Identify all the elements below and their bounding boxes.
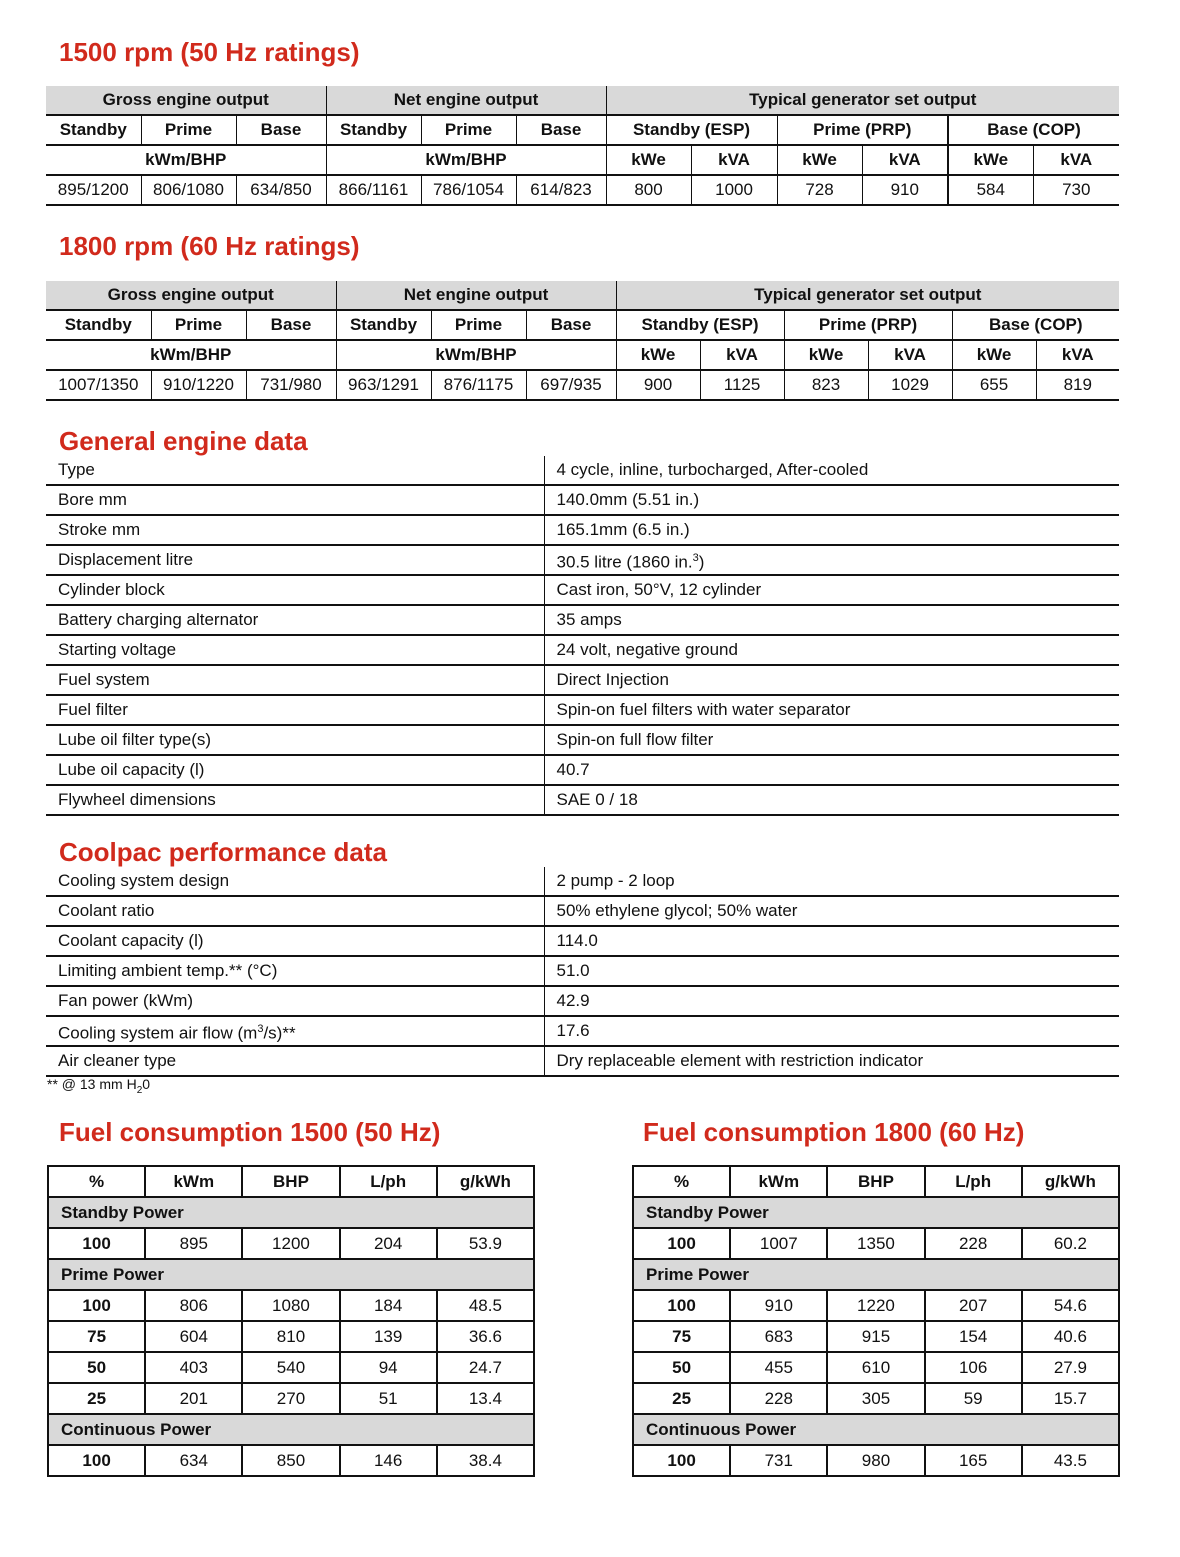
percent-cell: 100	[48, 1445, 145, 1476]
percent-cell: 75	[48, 1321, 145, 1352]
coolpac-table	[46, 867, 1119, 1077]
row-label: Fuel filter	[46, 695, 544, 725]
row-value: Direct Injection	[544, 665, 1119, 695]
value-cell: 786/1054	[421, 175, 516, 205]
column-header: kWm	[730, 1166, 827, 1197]
value-cell: 910	[730, 1290, 827, 1321]
row-label: Cooling system design	[46, 867, 544, 896]
value-cell: 139	[340, 1321, 437, 1352]
row-value: 140.0mm (5.51 in.)	[544, 485, 1119, 515]
row-label: Air cleaner type	[46, 1046, 544, 1076]
row-value: 51.0	[544, 956, 1119, 986]
group-header: Typical generator set output	[606, 86, 1119, 115]
value-cell: 36.6	[437, 1321, 534, 1352]
unit-label: kWe	[616, 340, 700, 370]
section-label: Prime Power	[633, 1259, 1119, 1290]
unit-label: kWm/BHP	[46, 340, 336, 370]
unit-label: kWe	[606, 145, 691, 175]
value-cell: 584	[948, 175, 1033, 205]
row-value: 50% ethylene glycol; 50% water	[544, 896, 1119, 926]
row-label: Type	[46, 456, 544, 485]
row-label: Coolant ratio	[46, 896, 544, 926]
unit-label: kVA	[691, 145, 777, 175]
row-label: Limiting ambient temp.** (°C)	[46, 956, 544, 986]
footnote	[47, 1076, 150, 1099]
value-cell: 697/935	[526, 370, 616, 400]
row-label: Cylinder block	[46, 575, 544, 605]
value-cell: 1080	[242, 1290, 339, 1321]
unit-label: kVA	[868, 340, 952, 370]
value-cell: 823	[784, 370, 868, 400]
section-label: Prime Power	[48, 1259, 534, 1290]
column-header: Base	[526, 310, 616, 340]
value-cell: 1125	[700, 370, 784, 400]
value-cell: 15.7	[1022, 1383, 1119, 1414]
unit-label: kWm/BHP	[46, 145, 326, 175]
column-header: g/kWh	[437, 1166, 534, 1197]
column-header: Prime	[151, 310, 246, 340]
value-cell: 634/850	[236, 175, 326, 205]
unit-label: kVA	[862, 145, 948, 175]
value-cell: 910	[862, 175, 948, 205]
value-text: 30.5 litre (1860 in.	[556, 552, 693, 572]
value-cell: 48.5	[437, 1290, 534, 1321]
general-title: General engine data	[59, 426, 308, 456]
row-value: 17.6	[544, 1016, 1119, 1046]
value-cell: 1029	[868, 370, 952, 400]
column-header: Base	[246, 310, 336, 340]
value-cell: 610	[827, 1352, 924, 1383]
column-header: Base (COP)	[952, 310, 1119, 340]
row-label: Fuel system	[46, 665, 544, 695]
unit-label: kVA	[1033, 145, 1119, 175]
row-label: Starting voltage	[46, 635, 544, 665]
column-header: kWm	[145, 1166, 242, 1197]
column-header: Prime (PRP)	[777, 115, 948, 145]
value-cell: 270	[242, 1383, 339, 1414]
value-cell: 895/1200	[46, 175, 141, 205]
general-table	[46, 456, 1119, 816]
percent-cell: 25	[633, 1383, 730, 1414]
group-header: Gross engine output	[46, 281, 336, 310]
value-cell: 228	[730, 1383, 827, 1414]
value-cell: 806	[145, 1290, 242, 1321]
section-label: Continuous Power	[48, 1414, 534, 1445]
group-header: Net engine output	[336, 281, 616, 310]
unit-label: kWe	[952, 340, 1036, 370]
column-header: Prime	[431, 310, 526, 340]
value-cell: 683	[730, 1321, 827, 1352]
group-header: Gross engine output	[46, 86, 326, 115]
row-value: 4 cycle, inline, turbocharged, After-cooled	[544, 456, 1119, 485]
value-cell: 207	[925, 1290, 1022, 1321]
row-value: 40.7	[544, 755, 1119, 785]
coolpac-title: Coolpac performance data	[59, 837, 387, 867]
unit-label: kWm/BHP	[326, 145, 606, 175]
value-cell: 604	[145, 1321, 242, 1352]
column-header: L/ph	[340, 1166, 437, 1197]
note-text: ** @ 13 mm H	[47, 1076, 137, 1092]
value-cell: 1200	[242, 1228, 339, 1259]
percent-cell: 25	[48, 1383, 145, 1414]
percent-cell: 100	[48, 1228, 145, 1259]
section-label: Continuous Power	[633, 1414, 1119, 1445]
row-value: 24 volt, negative ground	[544, 635, 1119, 665]
value-cell: 403	[145, 1352, 242, 1383]
percent-cell: 100	[48, 1290, 145, 1321]
column-header: Base	[516, 115, 606, 145]
value-cell: 876/1175	[431, 370, 526, 400]
column-header: %	[633, 1166, 730, 1197]
value-cell: 53.9	[437, 1228, 534, 1259]
percent-cell: 50	[48, 1352, 145, 1383]
value-cell: 59	[925, 1383, 1022, 1414]
row-value: 165.1mm (6.5 in.)	[544, 515, 1119, 545]
row-label: Lube oil capacity (l)	[46, 755, 544, 785]
row-value: Dry replaceable element with restriction indicator	[544, 1046, 1119, 1076]
superscript: 3	[692, 551, 699, 564]
value-cell: 43.5	[1022, 1445, 1119, 1476]
value-cell: 228	[925, 1228, 1022, 1259]
value-cell: 1007	[730, 1228, 827, 1259]
value-cell: 866/1161	[326, 175, 421, 205]
row-label: Coolant capacity (l)	[46, 926, 544, 956]
row-label	[46, 1016, 544, 1046]
value-cell: 634	[145, 1445, 242, 1476]
row-value: Spin-on fuel filters with water separator	[544, 695, 1119, 725]
column-header: Base (COP)	[948, 115, 1119, 145]
value-cell: 1350	[827, 1228, 924, 1259]
value-cell: 60.2	[1022, 1228, 1119, 1259]
value-cell: 51	[340, 1383, 437, 1414]
value-cell: 94	[340, 1352, 437, 1383]
value-cell: 27.9	[1022, 1352, 1119, 1383]
percent-cell: 100	[633, 1290, 730, 1321]
rating-60hz-table	[46, 281, 1119, 401]
row-value: SAE 0 / 18	[544, 785, 1119, 815]
value-cell: 900	[616, 370, 700, 400]
value-cell: 305	[827, 1383, 924, 1414]
value-cell: 106	[925, 1352, 1022, 1383]
column-header: BHP	[242, 1166, 339, 1197]
superscript: 3	[257, 1022, 264, 1035]
value-cell: 963/1291	[336, 370, 431, 400]
value-cell: 655	[952, 370, 1036, 400]
column-header: Standby	[326, 115, 421, 145]
value-cell: 895	[145, 1228, 242, 1259]
unit-label: kWe	[948, 145, 1033, 175]
value-cell: 800	[606, 175, 691, 205]
unit-label: kVA	[1036, 340, 1119, 370]
value-cell: 38.4	[437, 1445, 534, 1476]
row-value: 114.0	[544, 926, 1119, 956]
value-cell: 540	[242, 1352, 339, 1383]
row-label: Battery charging alternator	[46, 605, 544, 635]
fuel-60hz-table	[632, 1165, 1120, 1477]
fuel-50hz-title: Fuel consumption 1500 (50 Hz)	[59, 1117, 441, 1147]
column-header: BHP	[827, 1166, 924, 1197]
group-header: Net engine output	[326, 86, 606, 115]
rating-50hz-title: 1500 rpm (50 Hz ratings)	[59, 37, 360, 67]
column-header: Prime	[421, 115, 516, 145]
value-cell: 204	[340, 1228, 437, 1259]
section-label: Standby Power	[633, 1197, 1119, 1228]
value-cell: 13.4	[437, 1383, 534, 1414]
value-cell: 614/823	[516, 175, 606, 205]
row-value	[544, 545, 1119, 575]
row-value: Cast iron, 50°V, 12 cylinder	[544, 575, 1119, 605]
value-cell: 810	[242, 1321, 339, 1352]
column-header: L/ph	[925, 1166, 1022, 1197]
value-cell: 850	[242, 1445, 339, 1476]
column-header: %	[48, 1166, 145, 1197]
row-value: 35 amps	[544, 605, 1119, 635]
value-cell: 154	[925, 1321, 1022, 1352]
row-label: Stroke mm	[46, 515, 544, 545]
value-text: )	[698, 552, 705, 572]
value-cell: 731	[730, 1445, 827, 1476]
value-cell: 40.6	[1022, 1321, 1119, 1352]
subscript: 2	[136, 1084, 143, 1096]
percent-cell: 100	[633, 1228, 730, 1259]
row-value: 42.9	[544, 986, 1119, 1016]
fuel-60hz-title: Fuel consumption 1800 (60 Hz)	[643, 1117, 1025, 1147]
column-header: Standby	[336, 310, 431, 340]
value-cell: 728	[777, 175, 862, 205]
value-cell: 54.6	[1022, 1290, 1119, 1321]
value-cell: 915	[827, 1321, 924, 1352]
value-cell: 24.7	[437, 1352, 534, 1383]
fuel-50hz-table	[47, 1165, 535, 1477]
column-header: Standby	[46, 115, 141, 145]
value-cell: 201	[145, 1383, 242, 1414]
note-text: 0	[142, 1076, 151, 1092]
value-cell: 806/1080	[141, 175, 236, 205]
value-cell: 1000	[691, 175, 777, 205]
group-header: Typical generator set output	[616, 281, 1119, 310]
value-cell: 980	[827, 1445, 924, 1476]
row-value: 2 pump - 2 loop	[544, 867, 1119, 896]
value-cell: 1220	[827, 1290, 924, 1321]
value-cell: 455	[730, 1352, 827, 1383]
percent-cell: 50	[633, 1352, 730, 1383]
rating-50hz-table	[46, 86, 1119, 206]
value-cell: 184	[340, 1290, 437, 1321]
percent-cell: 75	[633, 1321, 730, 1352]
row-label: Lube oil filter type(s)	[46, 725, 544, 755]
value-cell: 146	[340, 1445, 437, 1476]
percent-cell: 100	[633, 1445, 730, 1476]
column-header: Standby (ESP)	[606, 115, 777, 145]
row-label: Bore mm	[46, 485, 544, 515]
column-header: Standby (ESP)	[616, 310, 784, 340]
column-header: g/kWh	[1022, 1166, 1119, 1197]
column-header: Base	[236, 115, 326, 145]
unit-label: kWe	[777, 145, 862, 175]
row-label: Fan power (kWm)	[46, 986, 544, 1016]
unit-label: kVA	[700, 340, 784, 370]
unit-label: kWm/BHP	[336, 340, 616, 370]
label-text: Cooling system air flow (m	[58, 1023, 258, 1043]
section-label: Standby Power	[48, 1197, 534, 1228]
value-cell: 819	[1036, 370, 1119, 400]
value-cell: 1007/1350	[46, 370, 151, 400]
column-header: Prime (PRP)	[784, 310, 952, 340]
rating-60hz-title: 1800 rpm (60 Hz ratings)	[59, 231, 360, 261]
value-cell: 731/980	[246, 370, 336, 400]
row-label: Displacement litre	[46, 545, 544, 575]
value-cell: 730	[1033, 175, 1119, 205]
column-header: Standby	[46, 310, 151, 340]
label-text: /s)**	[263, 1023, 296, 1043]
unit-label: kWe	[784, 340, 868, 370]
value-cell: 165	[925, 1445, 1022, 1476]
row-value: Spin-on full flow filter	[544, 725, 1119, 755]
row-label: Flywheel dimensions	[46, 785, 544, 815]
value-cell: 910/1220	[151, 370, 246, 400]
column-header: Prime	[141, 115, 236, 145]
